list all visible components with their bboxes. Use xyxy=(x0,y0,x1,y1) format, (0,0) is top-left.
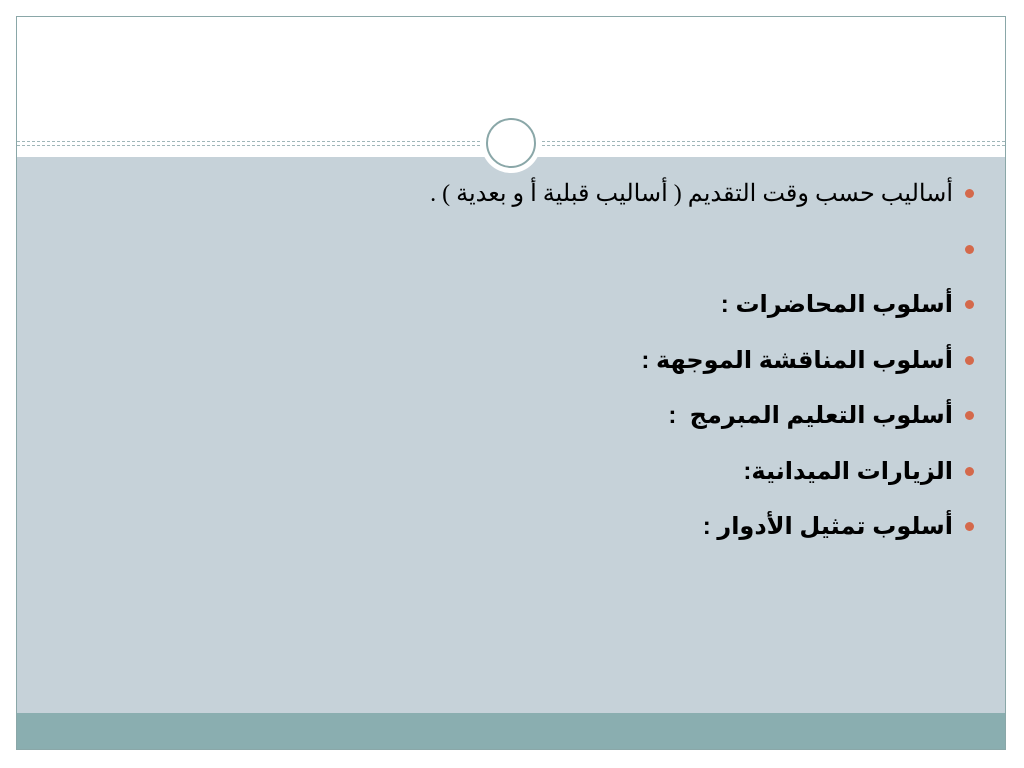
bullet-item xyxy=(74,277,974,333)
bullet-item xyxy=(74,499,974,555)
bullet-list xyxy=(74,166,974,555)
bullet-text: أسلوب المناقشة الموجهة : xyxy=(641,346,953,374)
bullet-item xyxy=(74,166,974,222)
bullet-item xyxy=(74,222,974,278)
slide-footer-band xyxy=(17,713,1005,749)
bullet-dot-icon xyxy=(965,411,974,420)
bullet-dot-icon xyxy=(965,245,974,254)
bullet-text: أسلوب التعليم المبرمج : xyxy=(668,402,953,430)
bullet-dot-icon xyxy=(965,189,974,198)
ornament-ring xyxy=(486,118,536,168)
bullet-item xyxy=(74,333,974,389)
bullet-text: الزيارات الميدانية: xyxy=(743,457,953,485)
bullet-dot-icon xyxy=(965,522,974,531)
bullet-item xyxy=(74,388,974,444)
bullet-text: أسلوب المحاضرات : xyxy=(720,291,953,319)
bullet-dot-icon xyxy=(965,300,974,309)
bullet-item xyxy=(74,444,974,500)
bullet-dot-icon xyxy=(965,356,974,365)
bullet-dot-icon xyxy=(965,467,974,476)
circle-ornament-icon xyxy=(481,113,541,173)
bullet-text: أساليب حسب وقت التقديم ( أساليب قبلية أ و بعدية ) . xyxy=(430,181,953,208)
bullet-text: أسلوب تمثيل الأدوار : xyxy=(702,513,953,541)
